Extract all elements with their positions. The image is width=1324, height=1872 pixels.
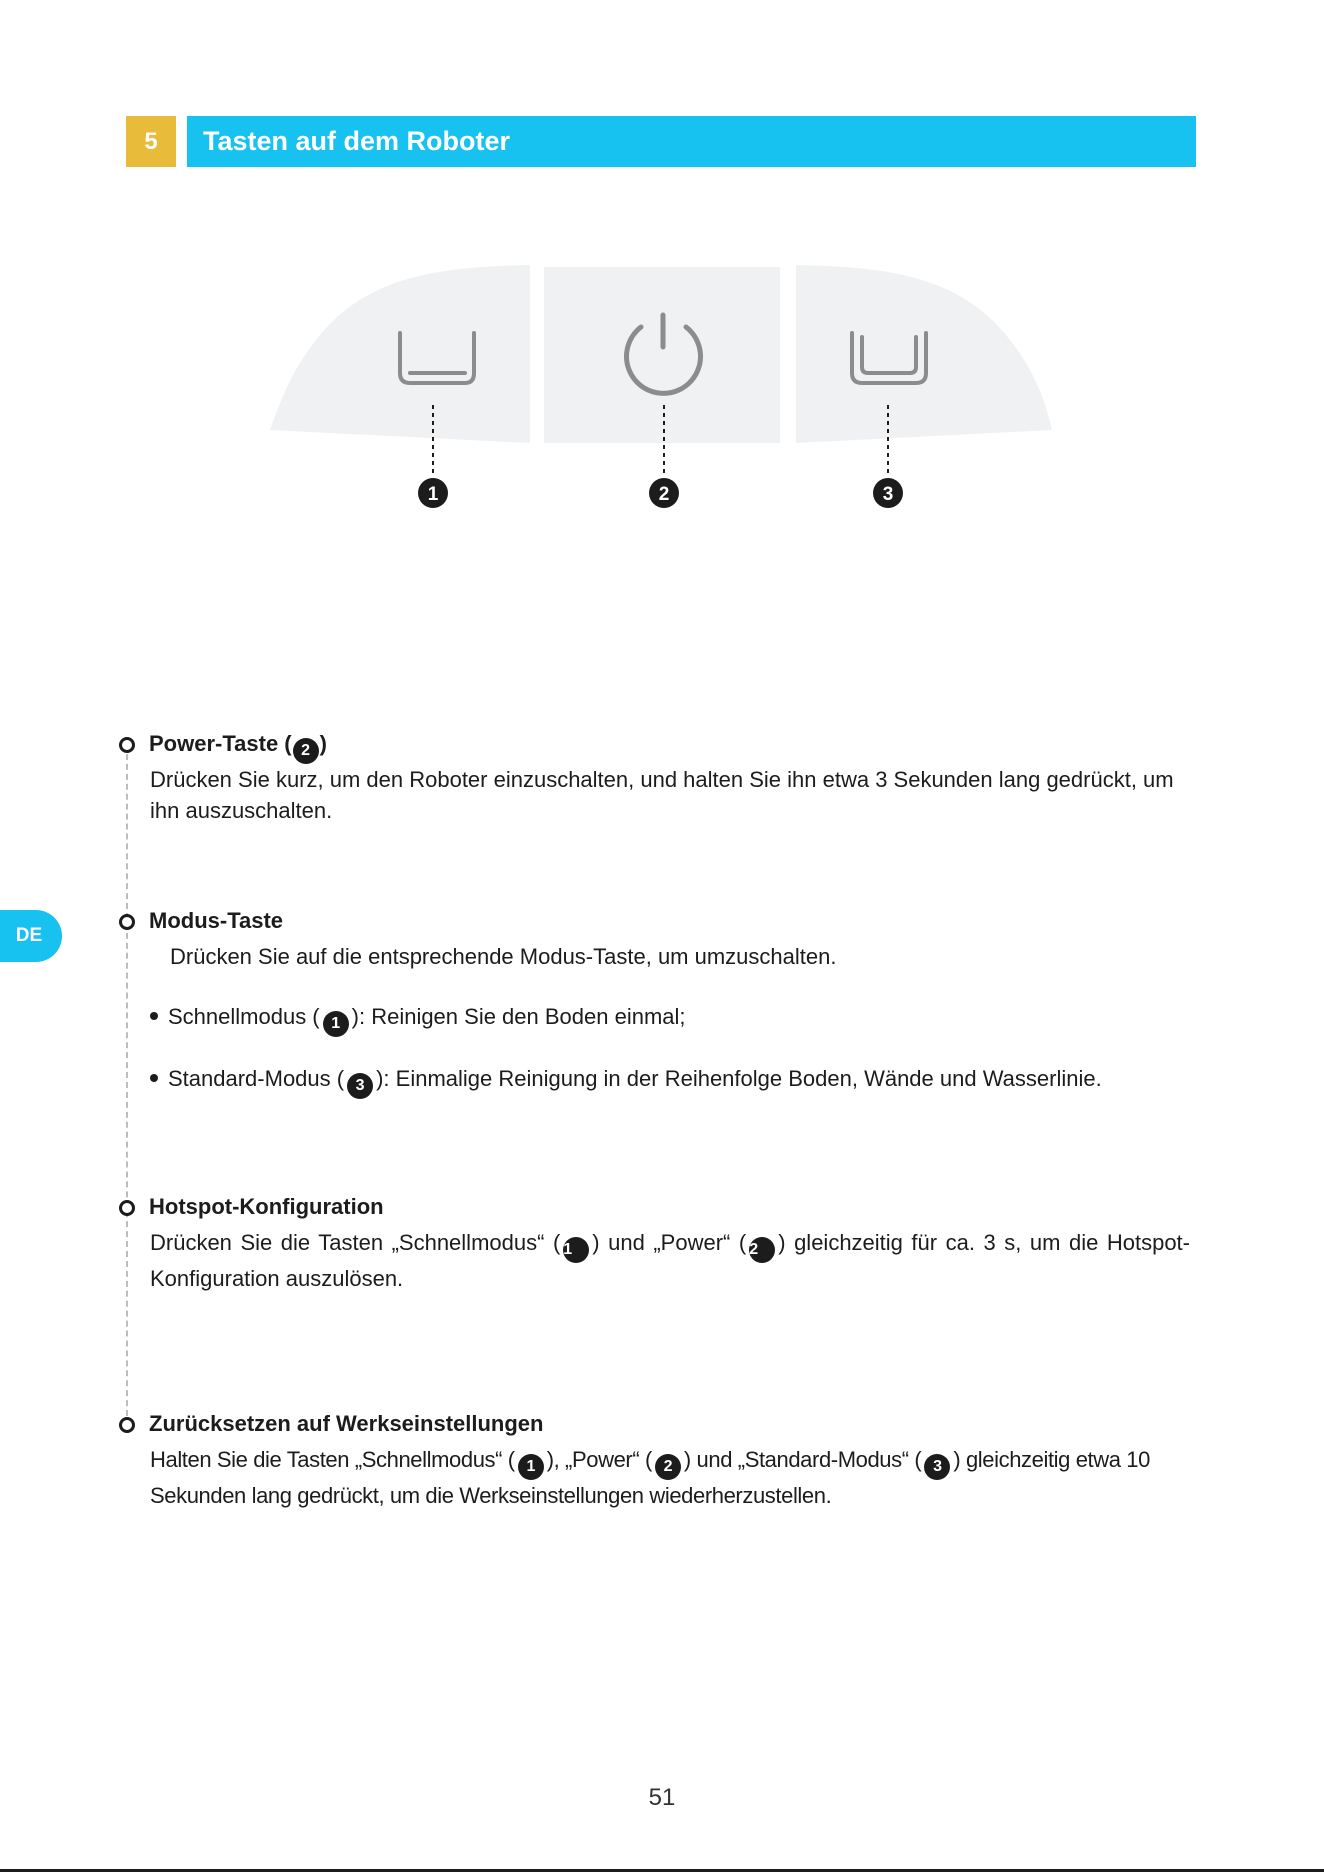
timeline-node <box>119 914 135 930</box>
hotspot-title: Hotspot-Konfiguration <box>149 1194 384 1219</box>
power-key-title: Power-Taste ( 2 ) <box>149 731 327 764</box>
badge-1: 1 <box>563 1237 589 1263</box>
svg-text:3: 3 <box>882 484 894 505</box>
callout-3 <box>873 478 903 508</box>
hotspot-text: Drücken Sie die Tasten „Schnellmodus“ ( 1 ) und „Power“ ( 2 ) gleichzeitig für ca. 3 s, um die Hotspot-Konfiguration auszulösen. <box>150 1230 1190 1291</box>
timeline-node <box>119 737 135 753</box>
timeline-line <box>126 744 128 1426</box>
mode-key-title: Modus-Taste <box>149 908 284 933</box>
badge-2: 2 <box>293 738 319 764</box>
badge-2: 2 <box>655 1454 681 1480</box>
center-panel <box>544 267 780 443</box>
svg-text:2: 2 <box>658 484 670 505</box>
mode-key-text: Drücken Sie auf die entsprechende Modus-Taste, um umzuschalten. <box>170 944 837 969</box>
page-number: 51 <box>648 1784 676 1811</box>
badge-3: 3 <box>924 1454 950 1480</box>
badge-3: 3 <box>347 1073 373 1099</box>
robot-buttons-diagram <box>260 255 1060 515</box>
mode-bullet-quick: Schnellmodus ( 1 ): Reinigen Sie den Boden einmal; <box>150 1004 686 1037</box>
mode-bullet-standard: Standard-Modus ( 3 ): Einmalige Reinigung in der Reihenfolge Boden, Wände und Wasserlinie. <box>150 1066 1102 1099</box>
callout-1 <box>418 478 448 508</box>
callout-2 <box>649 478 679 508</box>
badge-1: 1 <box>323 1011 349 1037</box>
timeline-node <box>119 1200 135 1216</box>
reset-text: Halten Sie die Tasten „Schnellmodus“ ( 1 ), „Power“ ( 2 ) und „Standard-Modus“ ( 3 ) gleichzeitig etwa 10 Sekunden lang gedrückt, um die Werkseinstellungen wiederherzustellen. <box>150 1447 1150 1508</box>
reset-title: Zurücksetzen auf Werkseinstellungen <box>149 1411 544 1436</box>
section-number: 5 <box>126 116 176 167</box>
power-key-text: Drücken Sie kurz, um den Roboter einzuschalten, und halten Sie ihn etwa 3 Sekunden lang gedrückt, um ihn auszuschalten. <box>150 767 1174 823</box>
badge-1: 1 <box>518 1454 544 1480</box>
timeline-node <box>119 1417 135 1433</box>
language-tab: DE <box>0 910 62 962</box>
section-title: Tasten auf dem Roboter <box>187 116 1196 167</box>
svg-text:1: 1 <box>427 484 439 505</box>
badge-2: 2 <box>749 1237 775 1263</box>
